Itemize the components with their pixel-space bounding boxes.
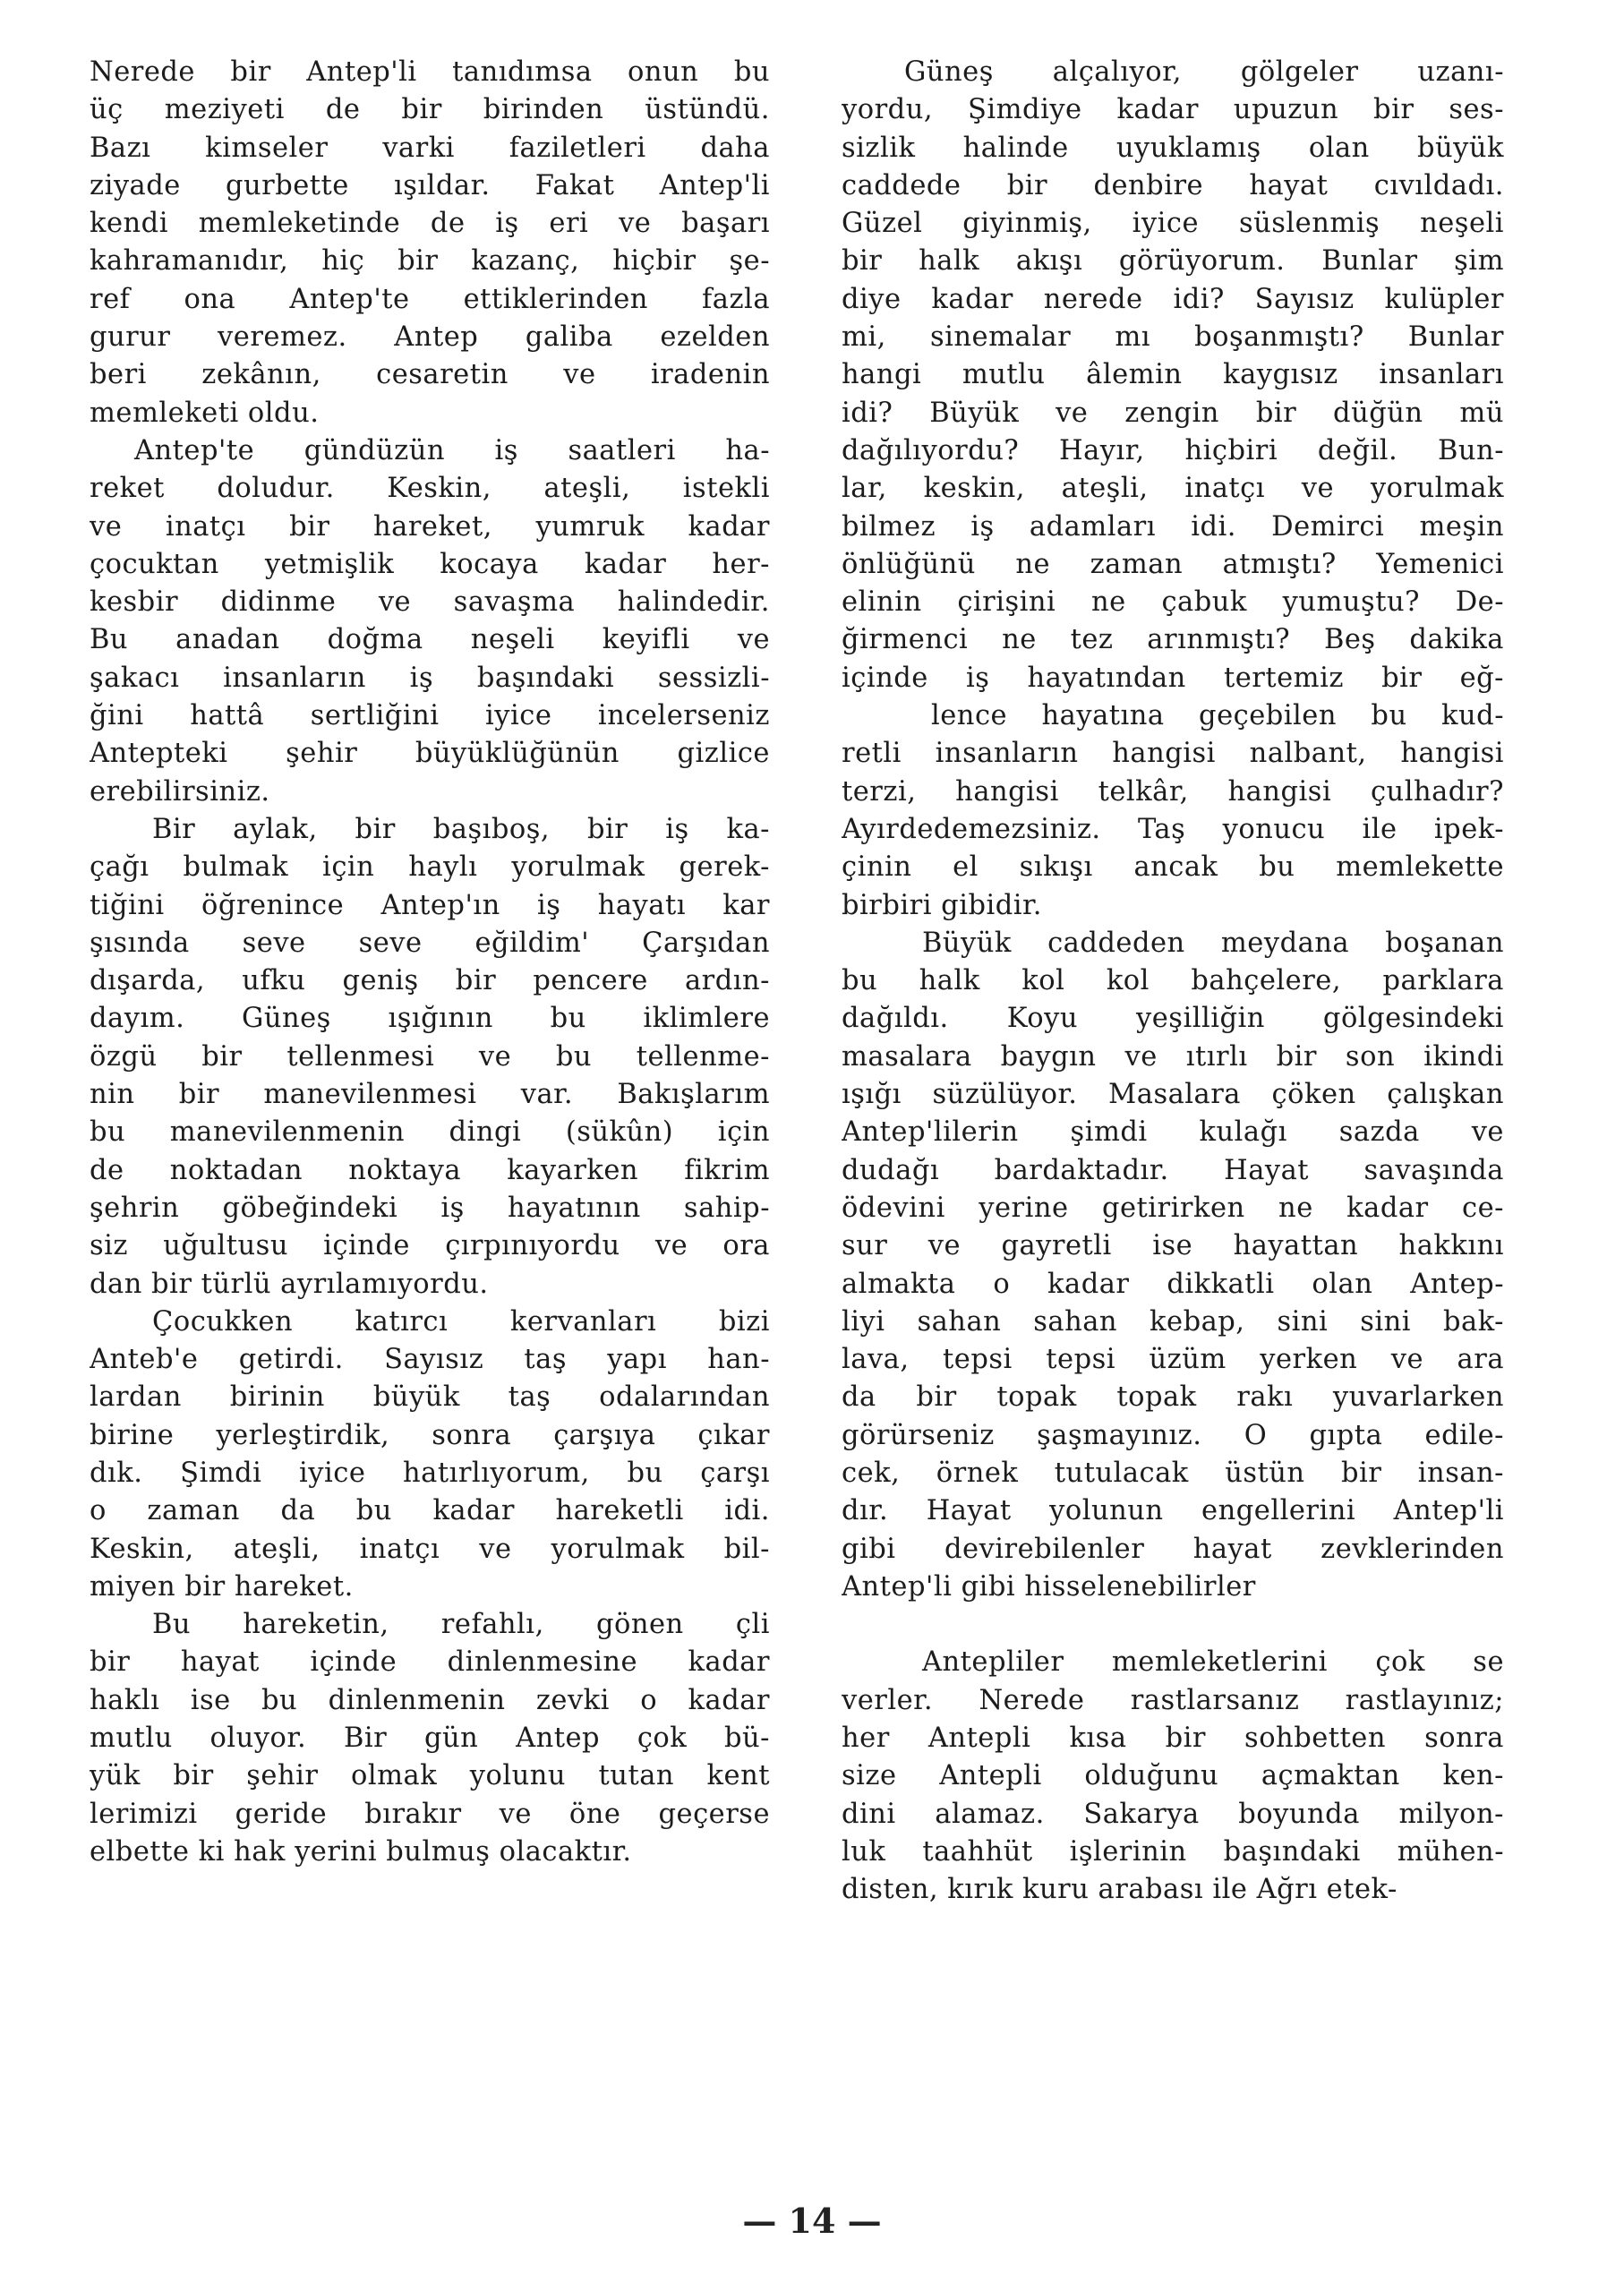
right-text-column (842, 54, 1504, 1910)
text-line: ğirmenci ne tez arınmıştı? Beş dakika (842, 624, 1504, 656)
text-line: Bu hareketin, refahlı, gönen çli (152, 1609, 770, 1641)
text-line: miyen bir hareket. (90, 1570, 354, 1603)
text-line: size Antepli olduğunu açmaktan ken- (842, 1760, 1504, 1792)
text-line: retli insanların hangisi nalbant, hangisi (842, 738, 1504, 770)
text-line: dık. Şimdi iyice hatırlıyorum, bu çarşı (90, 1457, 770, 1489)
text-line: şısında seve seve eğildim' Çarşıdan (90, 927, 770, 959)
text-line: Güzel giyinmiş, iyice süslenmiş neşeli (842, 208, 1504, 240)
text-line: dudağı bardaktadır. Hayat savaşında (842, 1154, 1504, 1186)
text-line: dan bir türlü ayrılamıyordu. (90, 1268, 489, 1300)
text-line: siz uğultusu içinde çırpınıyordu ve ora (90, 1230, 770, 1262)
text-line: Anteb'e getirdi. Sayısız taş yapı han- (90, 1344, 770, 1376)
text-line: bilmez iş adamları idi. Demirci meşin (842, 510, 1504, 543)
text-line: ödevini yerine getirirken ne kadar ce- (842, 1192, 1504, 1224)
text-line: verler. Nerede rastlarsanız rastlayınız; (842, 1684, 1504, 1716)
text-line: birbiri gibidir. (842, 889, 1042, 921)
text-line: Büyük caddeden meydana boşanan (922, 927, 1504, 959)
text-line: çinin el sıkışı ancak bu memlekette (842, 851, 1504, 884)
text-line: şehrin göbeğindeki iş hayatının sahip- (90, 1192, 770, 1224)
text-line: elinin çirişini ne çabuk yumuştu? De- (842, 586, 1504, 619)
text-line: dır. Hayat yolunun engellerini Antep'li (842, 1495, 1504, 1527)
text-line: bir halk akışı görüyorum. Bunlar şim (842, 245, 1504, 278)
text-line: lerimizi geride bırakır ve öne geçerse (90, 1798, 770, 1830)
text-line: de noktadan noktaya kayarken fikrim (90, 1154, 770, 1186)
text-line: yordu, Şimdiye kadar upuzun bir ses- (842, 94, 1504, 126)
text-line: hangi mutlu âlemin kaygısız insanları (842, 359, 1504, 391)
text-line: sur ve gayretli ise hayattan hakkını (842, 1230, 1504, 1262)
text-line: Antep'te gündüzün iş saatleri ha- (134, 434, 770, 466)
text-line: Keskin, ateşli, inatçı ve yorulmak bil- (90, 1533, 770, 1565)
text-line: Antepteki şehir büyüklüğünün gizlice (90, 738, 770, 770)
text-line: nin bir manevilenmesi var. Bakışlarım (90, 1079, 770, 1111)
text-line: erebilirsiniz. (90, 775, 270, 808)
text-line: Ayırdedemezsiniz. Taş yonucu ile ipek- (842, 813, 1504, 845)
text-line: her Antepli kısa bir sohbetten sonra (842, 1723, 1504, 1755)
text-line: terzi, hangisi telkâr, hangisi çulhadır? (842, 775, 1504, 808)
text-line: lence hayatına geçebilen bu kud- (931, 700, 1504, 732)
text-line: önlüğünü ne zaman atmıştı? Yemenici (842, 548, 1504, 580)
text-line: Antep'lilerin şimdi kulağı sazda ve (842, 1116, 1504, 1149)
text-line: dayım. Güneş ışığının bu iklimlere (90, 1003, 770, 1035)
text-line: diye kadar nerede idi? Sayısız kulüpler (842, 283, 1504, 315)
text-line: içinde iş hayatından tertemiz bir eğ- (842, 662, 1504, 694)
text-line: özgü bir tellenmesi ve bu tellenme- (90, 1040, 770, 1073)
text-line: caddede bir denbire hayat cıvıldadı. (842, 169, 1504, 201)
text-line: ışığı süzülüyor. Masalara çöken çalışkan (842, 1079, 1504, 1111)
text-line: disten, kırık kuru arabası ile Ağrı etek- (842, 1874, 1397, 1906)
text-line: ziyade gurbette ışıldar. Fakat Antep'li (90, 169, 770, 201)
text-line: bu halk kol kol bahçelere, parklara (842, 965, 1504, 997)
text-line: kesbir didinme ve savaşma halindedir. (90, 586, 770, 619)
text-line: sizlik halinde uyuklamış olan büyük (842, 132, 1504, 164)
text-line: dağıldı. Koyu yeşilliğin gölgesindeki (842, 1003, 1504, 1035)
text-line: almakta o kadar dikkatli olan Antep- (842, 1268, 1504, 1300)
text-line: da bir topak topak rakı yuvarlarken (842, 1381, 1504, 1414)
text-line: dışarda, ufku geniş bir pencere ardın- (90, 965, 770, 997)
text-line: Nerede bir Antep'li tanıdımsa onun bu (90, 56, 770, 88)
text-line: masalara baygın ve ıtırlı bir son ikindi (842, 1040, 1504, 1073)
text-line: Çocukken katırcı kervanları bizi (152, 1305, 770, 1338)
text-line: cek, örnek tutulacak üstün bir insan- (842, 1457, 1504, 1489)
page-number: — 14 — (742, 2201, 882, 2241)
text-line: o zaman da bu kadar hareketli idi. (90, 1495, 770, 1527)
text-line: luk taahhüt işlerinin başındaki mühen- (842, 1835, 1504, 1868)
text-line: kahramanıdır, hiç bir kazanç, hiçbir şe- (90, 245, 770, 278)
text-line: mi, sinemalar mı boşanmıştı? Bunlar (842, 321, 1504, 354)
text-line: haklı ise bu dinlenmenin zevki o kadar (90, 1684, 770, 1716)
text-line: üç meziyeti de bir birinden üstündü. (90, 94, 770, 126)
text-line: Antep'li gibi hisselenebilirler (842, 1570, 1256, 1603)
text-line: çocuktan yetmişlik kocaya kadar her- (90, 548, 770, 580)
text-line: Güneş alçalıyor, gölgeler uzanı- (904, 56, 1504, 88)
text-line: beri zekânın, cesaretin ve iradenin (90, 359, 770, 391)
text-line: ref ona Antep'te ettiklerinden fazla (90, 283, 770, 315)
text-line: liyi sahan sahan kebap, sini sini bak- (842, 1305, 1504, 1338)
text-line (842, 1606, 1504, 1644)
text-line: çağı bulmak için haylı yorulmak gerek- (90, 851, 770, 884)
text-line: Antepliler memleketlerini çok se (922, 1646, 1504, 1679)
text-line: idi? Büyük ve zengin bir düğün mü (842, 397, 1504, 429)
text-line: lardan birinin büyük taş odalarından (90, 1381, 770, 1414)
text-line: Bazı kimseler varki faziletleri daha (90, 132, 770, 164)
text-line: gibi devirebilenler hayat zevklerinden (842, 1533, 1504, 1565)
text-line: mutlu oluyor. Bir gün Antep çok bü- (90, 1723, 770, 1755)
text-line: gurur veremez. Antep galiba ezelden (90, 321, 770, 354)
text-line: kendi memleketinde de iş eri ve başarı (90, 208, 770, 240)
text-line: bir hayat içinde dinlenmesine kadar (90, 1646, 770, 1679)
text-line: şakacı insanların iş başındaki sessizli- (90, 662, 770, 694)
text-line: ve inatçı bir hareket, yumruk kadar (90, 510, 770, 543)
text-line: memleketi oldu. (90, 397, 320, 429)
text-line: bu manevilenmenin dingi (sükûn) için (90, 1116, 770, 1149)
text-line: lar, keskin, ateşli, inatçı ve yorulmak (842, 473, 1504, 505)
text-line: dini alamaz. Sakarya boyunda milyon- (842, 1798, 1504, 1830)
text-line: dağılıyordu? Hayır, hiçbiri değil. Bun- (842, 434, 1504, 466)
text-line: Bir aylak, bir başıboş, bir iş ka- (152, 813, 770, 845)
text-line: yük bir şehir olmak yolunu tutan kent (90, 1760, 770, 1792)
left-text-column (90, 54, 770, 1871)
text-line: Bu anadan doğma neşeli keyifli ve (90, 624, 770, 656)
text-line: ğini hattâ sertliğini iyice incelerseniz (90, 700, 770, 732)
text-line: görürseniz şaşmayınız. O gıpta edile- (842, 1419, 1504, 1451)
text-line: birine yerleştirdik, sonra çarşıya çıkar (90, 1419, 770, 1451)
text-line: reket doludur. Keskin, ateşli, istekli (90, 473, 770, 505)
text-line: elbette ki hak yerini bulmuş olacaktır. (90, 1835, 632, 1868)
text-line: lava, tepsi tepsi üzüm yerken ve ara (842, 1344, 1504, 1376)
text-line: tiğini öğrenince Antep'ın iş hayatı kar (90, 889, 770, 921)
